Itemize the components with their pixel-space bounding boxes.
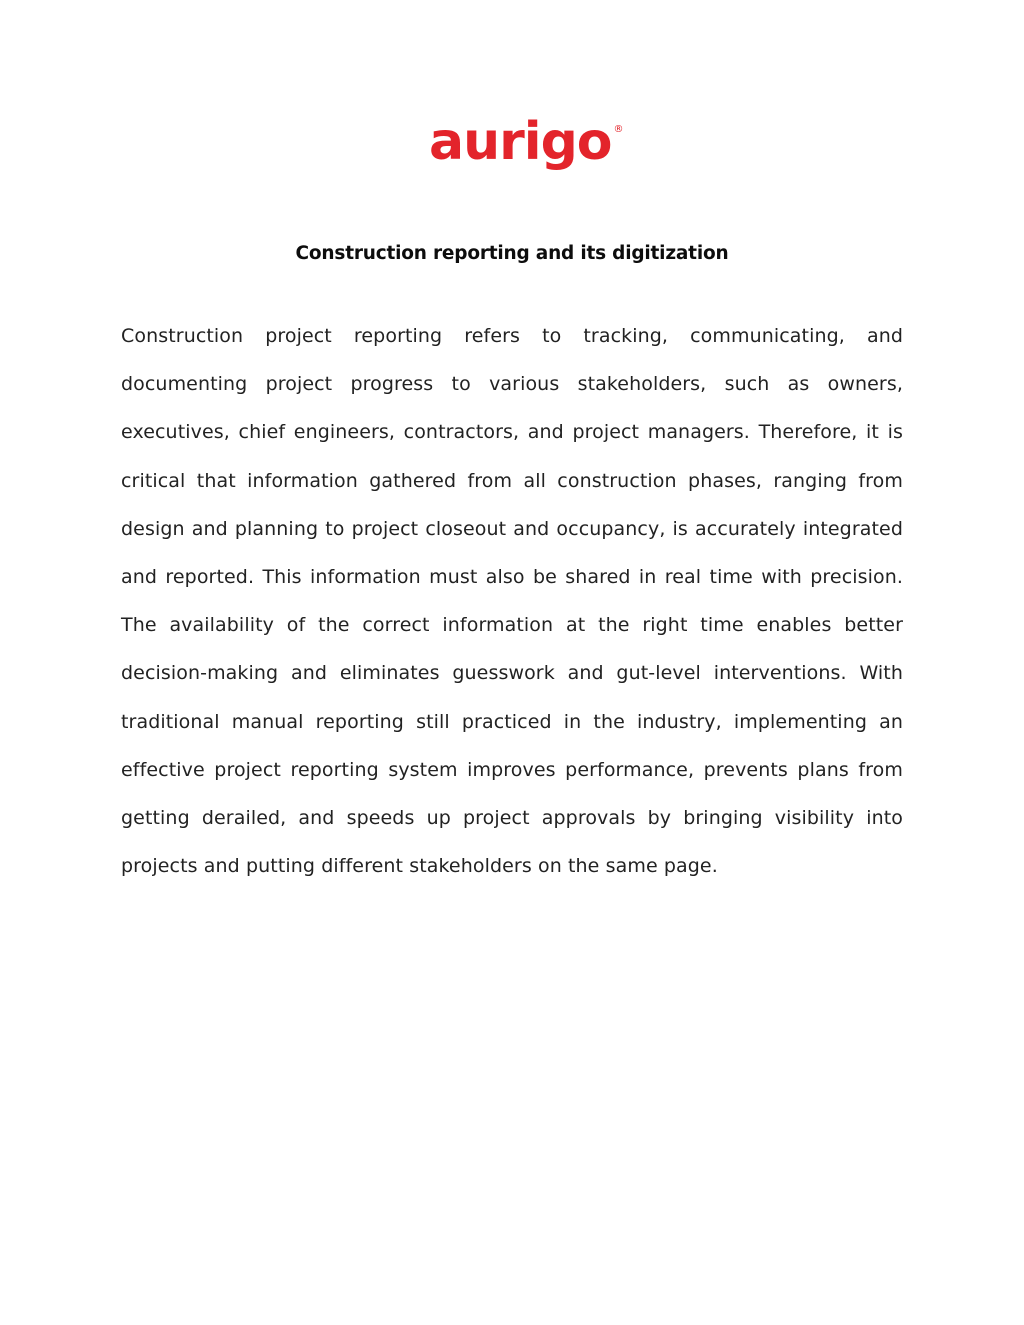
aurigo-logo <box>429 112 624 180</box>
logo-wordmark: aurigo <box>429 112 612 172</box>
registered-mark-icon: ® <box>613 124 624 135</box>
document-title: Construction reporting and its digitization <box>295 243 729 264</box>
body-paragraph: Construction project reporting refers to tracking, communicating, and documenting project progress to various stakeholders, such as owners, executives, chief engineers, contractors, and project managers. Therefore, it is critical that information gathered from all construction phases, ranging from design and planning to project closeout and occupancy, is accurately integrated and reported. This information must also be shared in real time with precision. The availability of the correct information at the right time enables better decision-making and eliminates guesswork and gut-level interventions. With traditional manual reporting still practiced in the industry, implementing an effective project reporting system improves performance, prevents plans from getting derailed, and speeds up project approvals by bringing visibility into projects and putting different stakeholders on the same page. <box>121 325 903 878</box>
